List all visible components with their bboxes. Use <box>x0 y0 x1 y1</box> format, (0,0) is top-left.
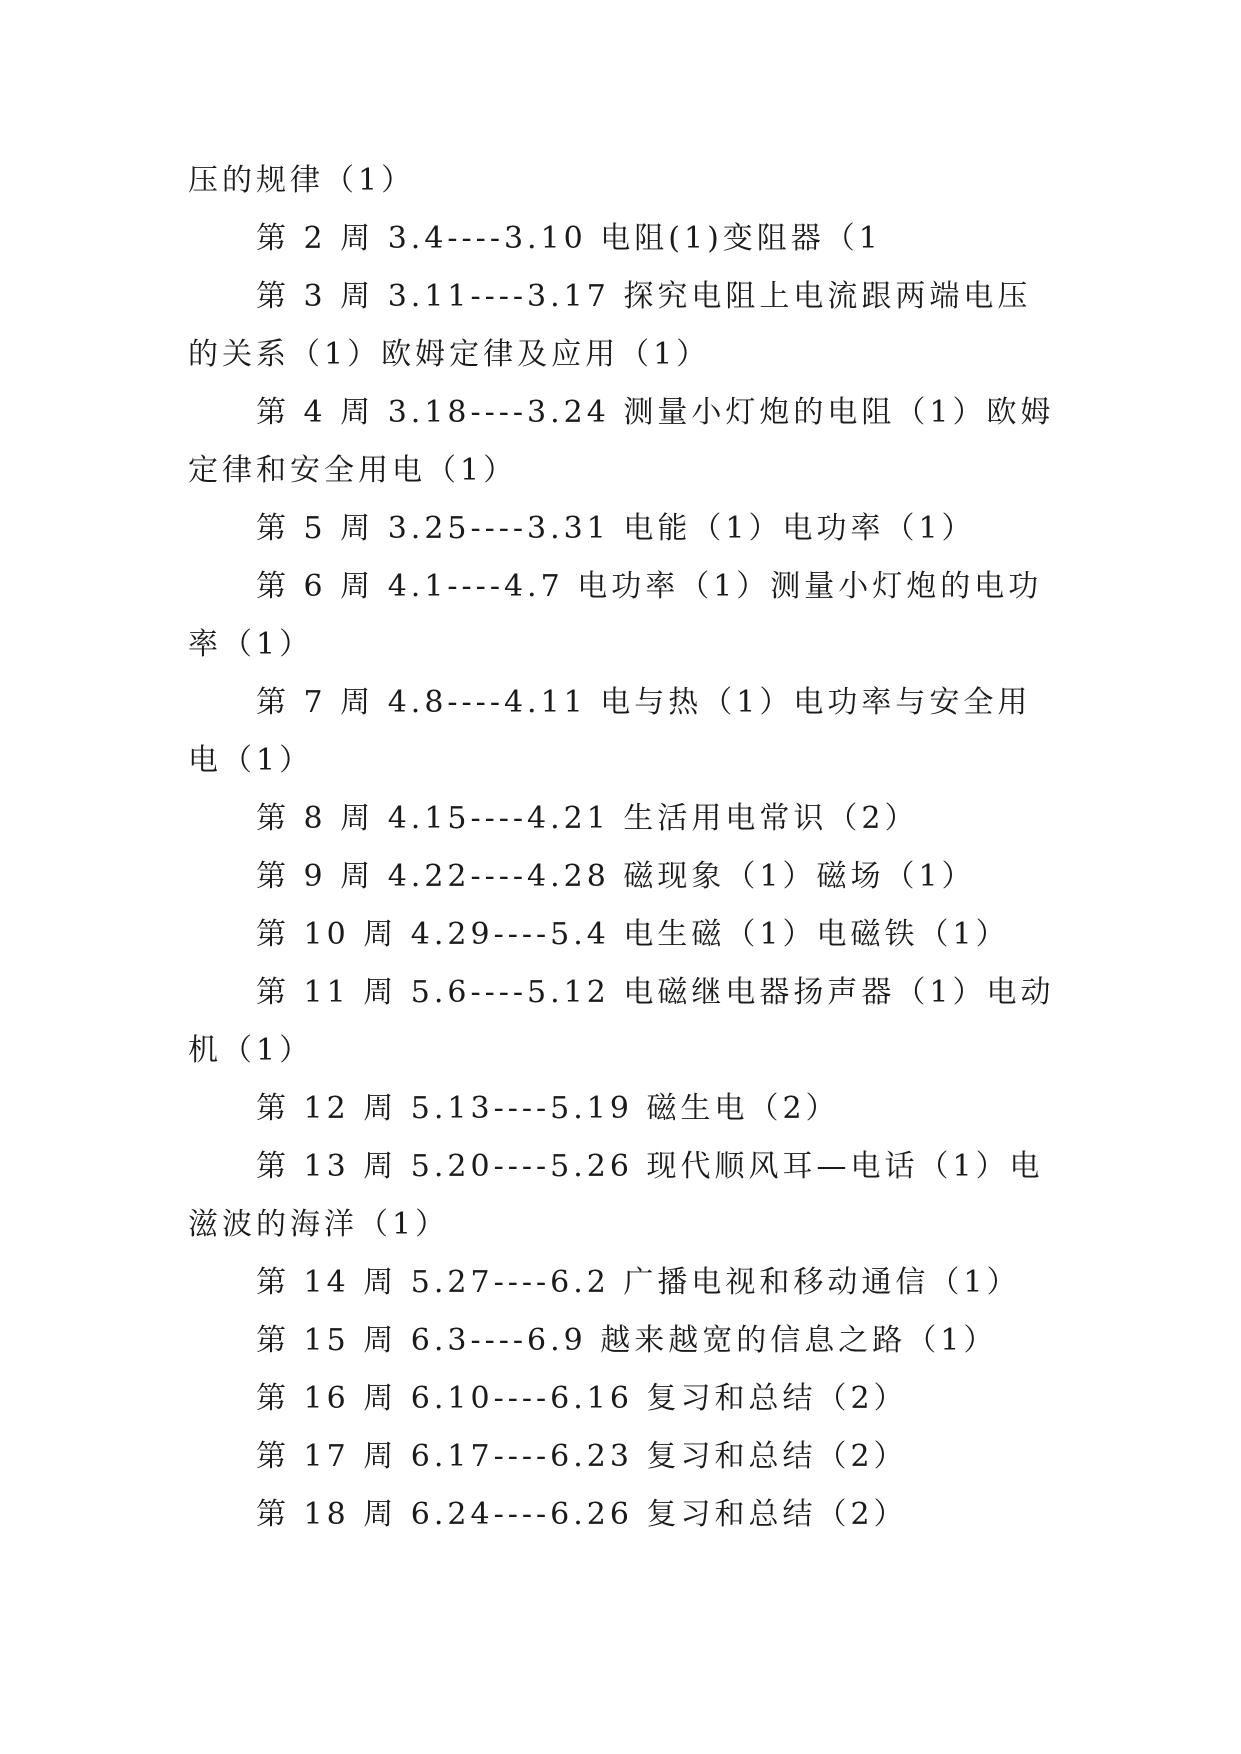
week-17-entry: 第 17 周 6.17----6.23 复习和总结（2） <box>256 1439 908 1474</box>
week-2-entry: 第 2 周 3.4----3.10 电阻(1)变阻器（1 <box>256 221 882 256</box>
document-page <box>188 152 1058 1544</box>
week-6-entry: 第 6 周 4.1----4.7 电功率（1）测量小灯炮的电功率（1） <box>188 569 1043 662</box>
week-13-entry: 第 13 周 5.20----5.26 现代顺风耳—电话（1）电滋波的海洋（1） <box>188 1149 1044 1242</box>
week-18-entry: 第 18 周 6.24----6.26 复习和总结（2） <box>256 1497 908 1532</box>
week-10-entry: 第 10 周 4.29----5.4 电生磁（1）电磁铁（1） <box>256 917 1010 952</box>
week-9-entry: 第 9 周 4.22----4.28 磁现象（1）磁场（1） <box>256 859 976 894</box>
week-11-entry: 第 11 周 5.6----5.12 电磁继电器扬声器（1）电动机（1） <box>188 975 1055 1068</box>
week-4-entry: 第 4 周 3.18----3.24 测量小灯炮的电阻（1）欧姆定律和安全用电（1） <box>188 395 1055 488</box>
paragraph-continuation: 压的规律（1） <box>188 163 416 198</box>
week-12-entry: 第 12 周 5.13----5.19 磁生电（2） <box>256 1091 840 1126</box>
week-15-entry: 第 15 周 6.3----6.9 越来越宽的信息之路（1） <box>256 1323 998 1358</box>
week-3-entry: 第 3 周 3.11----3.17 探究电阻上电流跟两端电压的关系（1）欧姆定律及应用（1） <box>188 279 1032 372</box>
week-7-entry: 第 7 周 4.8----4.11 电与热（1）电功率与安全用电（1） <box>188 685 1032 778</box>
week-14-entry: 第 14 周 5.27----6.2 广播电视和移动通信（1） <box>256 1265 1021 1300</box>
week-16-entry: 第 16 周 6.10----6.16 复习和总结（2） <box>256 1381 908 1416</box>
week-5-entry: 第 5 周 3.25----3.31 电能（1）电功率（1） <box>256 511 976 546</box>
week-8-entry: 第 8 周 4.15----4.21 生活用电常识（2） <box>256 801 919 836</box>
